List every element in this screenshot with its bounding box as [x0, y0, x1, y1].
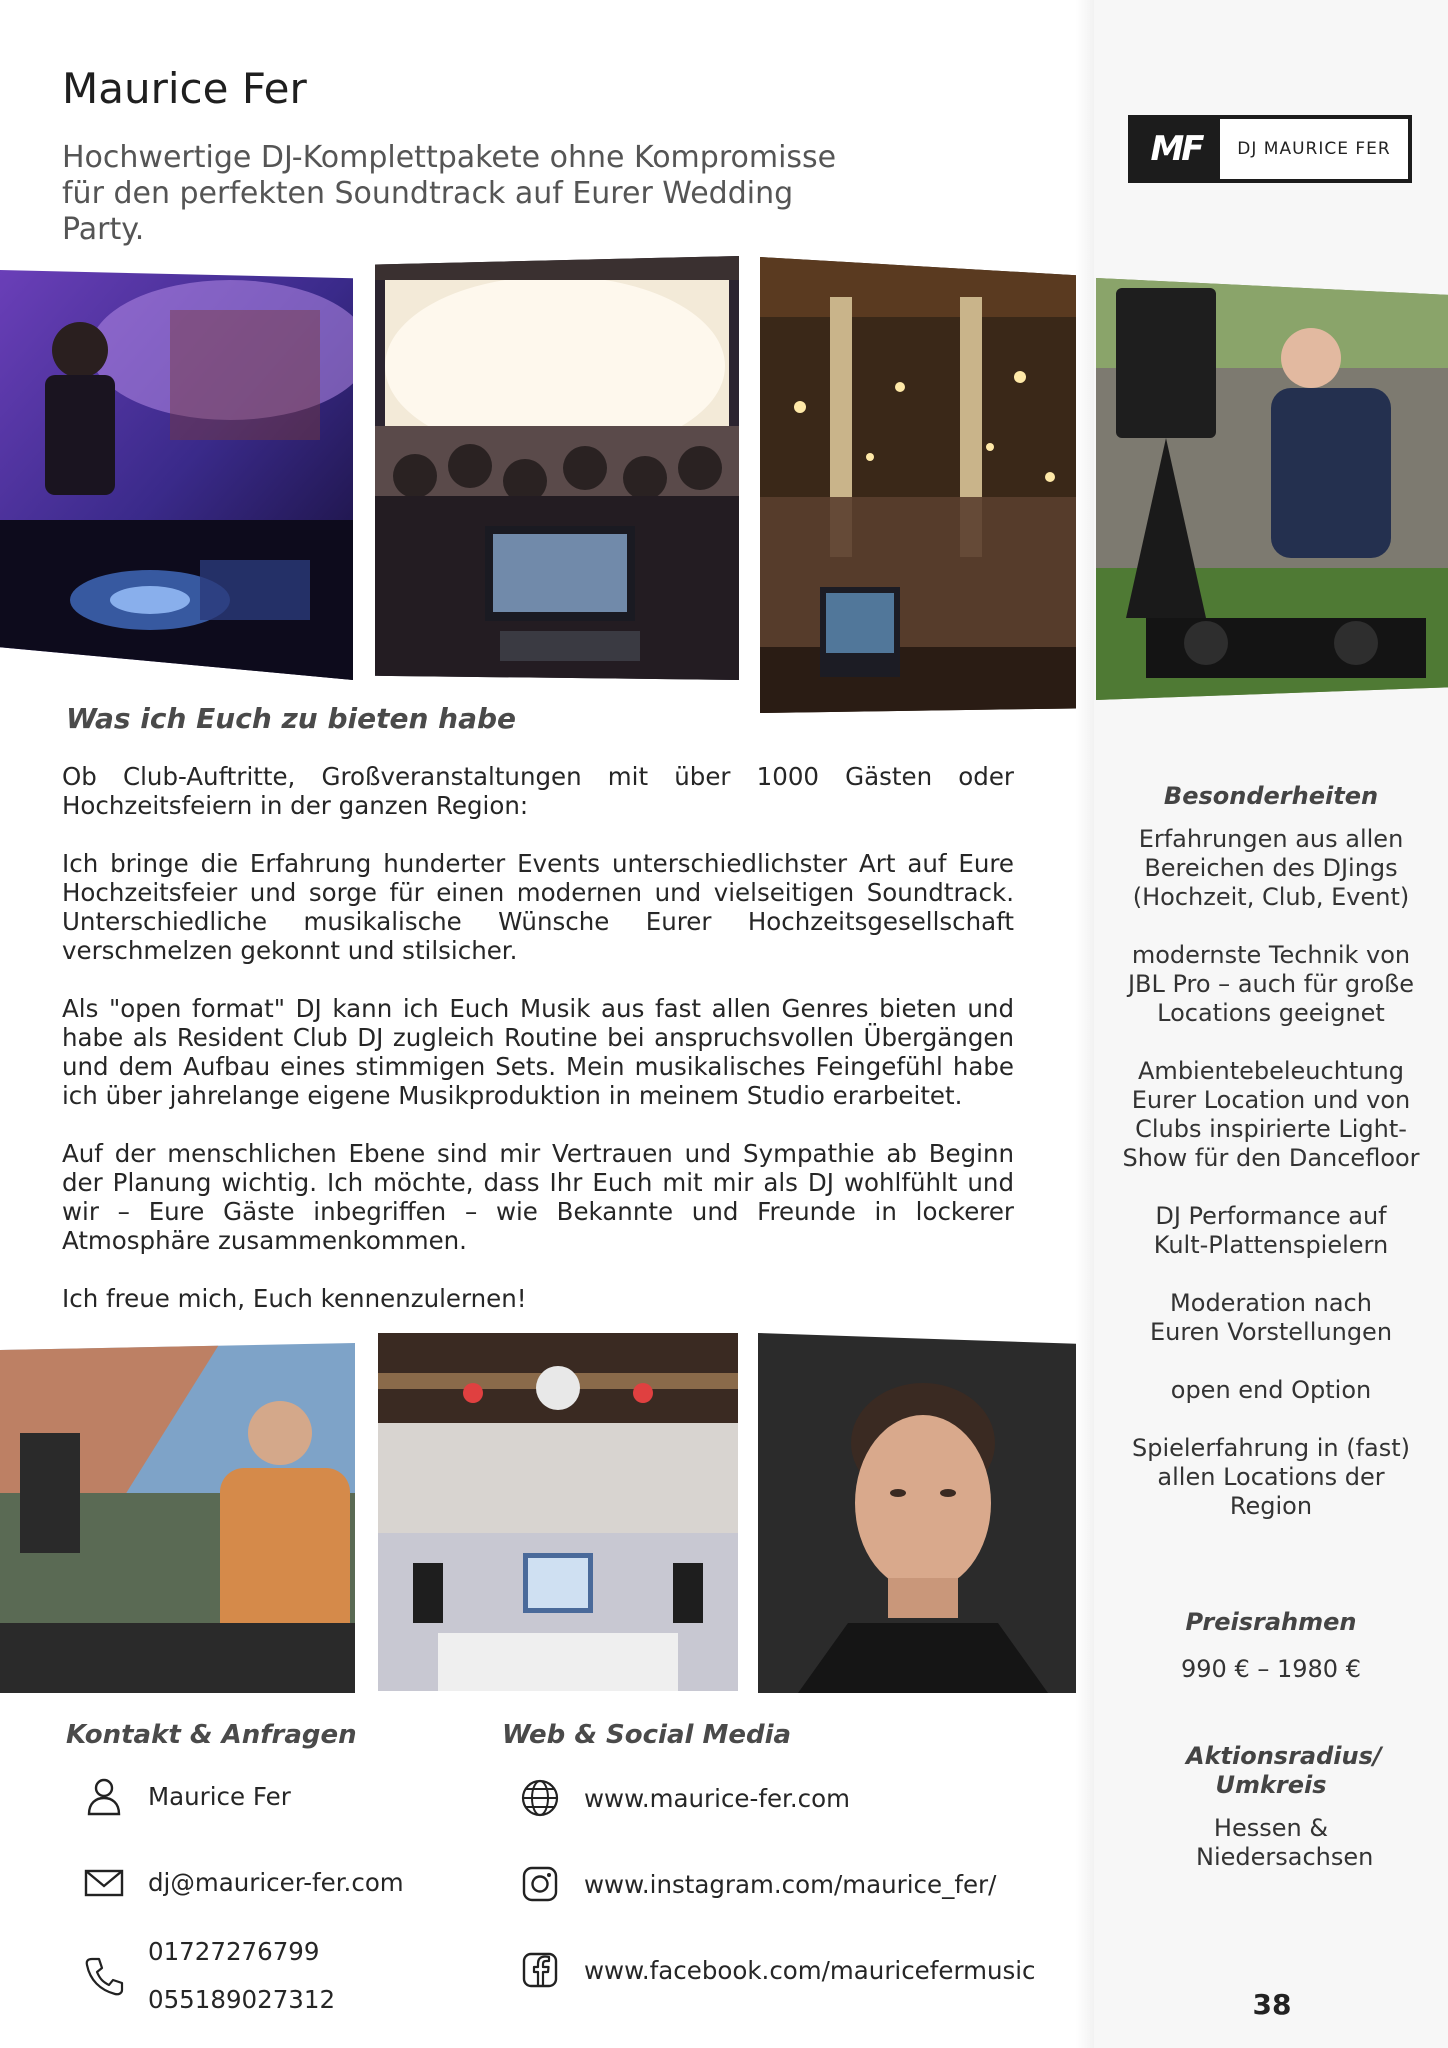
about-paragraph: Ich bringe die Erfahrung hunderter Events unterschiedlichster Art auf Eure Hochzeitsfeier und sorge für einen modernen und vielseitigen Soundtrack. Unterschiedliche musikalische Wünsche Eurer Hochzeitsgesellschaft verschmelzen gekonnt und stilsicher.: [62, 849, 1014, 965]
feature-item: modernste Technik von JBL Pro – auch für große Locations geeignet: [1127, 941, 1415, 1027]
photo-concert-stage: [375, 256, 739, 680]
contact-email-row[interactable]: [82, 1860, 404, 1904]
sidebar-edge: [1076, 0, 1094, 2048]
price-section: [1116, 1608, 1426, 1684]
feature-item: Spielerfahrung in (fast) allen Locations der Region: [1131, 1434, 1411, 1520]
radius-section: [1116, 1742, 1426, 1872]
feature-item: Ambientebeleuchtung Eurer Location und von Clubs inspirierte Light-Show für den Dancefloor: [1122, 1057, 1420, 1172]
instagram-icon: [518, 1862, 562, 1906]
logo-mark: MF: [1132, 119, 1220, 179]
photo-dj-turntables-outdoor: [1096, 278, 1448, 700]
feature-item: Erfahrungen aus allen Bereichen des DJings (Hochzeit, Club, Event): [1132, 825, 1410, 911]
phone-numbers: [148, 1928, 335, 2024]
features-section: [1116, 782, 1426, 1550]
price-value: 990 € – 1980 €: [1181, 1655, 1361, 1683]
about-heading: Was ich Euch zu bieten habe: [66, 702, 517, 735]
contact-phone-2[interactable]: 055189027312: [148, 1985, 336, 2014]
contact-email[interactable]: dj@mauricer-fer.com: [148, 1867, 404, 1897]
about-text: [62, 762, 1014, 1342]
contact-name-row: [82, 1774, 291, 1818]
about-paragraph: Als "open format" DJ kann ich Euch Musik aus fast allen Genres bieten und habe als Resident Club DJ zugleich Routine bei anspruchsvollen Übergängen und dem Aufbau eines stimmigen Sets. Mein musikalisches Feingefühl habe ich über jahrelange eigene Musikproduktion in meinem Studio erarbeitet.: [62, 994, 1014, 1110]
about-paragraph: Auf der menschlichen Ebene sind mir Vertrauen und Sympathie ab Beginn der Planung wichtig. Ich möchte, dass Ihr Euch mit mir als DJ wohlfühlt und wir – Eure Gäste inbegriffen – wie Bekannte und Freunde in lockerer Atmosphäre zusammenkommen.: [62, 1139, 1014, 1255]
logo-text: DJ MAURICE FER: [1237, 139, 1391, 159]
radius-heading: Aktionsradius/ Umkreis: [1186, 1742, 1382, 1799]
features-heading: Besonderheiten: [1163, 782, 1379, 810]
feature-item: Moderation nach Euren Vorstellungen: [1149, 1289, 1393, 1346]
instagram-link[interactable]: www.instagram.com/maurice_fer/: [584, 1869, 997, 1899]
photo-portrait: [758, 1333, 1076, 1693]
features-list: [1116, 825, 1426, 1521]
globe-icon: [518, 1776, 562, 1820]
price-heading: Preisrahmen: [1185, 1608, 1357, 1636]
page-number: 38: [1252, 1988, 1292, 2021]
website-row[interactable]: [518, 1776, 850, 1820]
contact-phone-row[interactable]: [82, 1928, 335, 2024]
radius-value: Hessen & Niedersachsen: [1196, 1814, 1374, 1871]
facebook-row[interactable]: [518, 1948, 1036, 1992]
contact-heading: Kontakt & Anfragen: [66, 1720, 357, 1750]
photo-dj-club-purple: [0, 270, 353, 680]
phone-icon: [82, 1954, 126, 1998]
website-link[interactable]: www.maurice-fer.com: [584, 1783, 850, 1813]
contact-phone-1[interactable]: 01727276799: [148, 1937, 320, 1966]
photo-dj-headphones-outdoor: [0, 1343, 355, 1693]
instagram-row[interactable]: [518, 1862, 996, 1906]
feature-item: open end Option: [1170, 1376, 1372, 1404]
photo-wedding-venue-setup: [378, 1333, 738, 1691]
about-paragraph: Ich freue mich, Euch kennenzulernen!: [62, 1284, 527, 1313]
contact-name: Maurice Fer: [148, 1781, 291, 1811]
facebook-icon: [518, 1948, 562, 1992]
facebook-link[interactable]: www.facebook.com/mauricefermusic: [584, 1955, 1036, 1985]
mail-icon: [82, 1860, 126, 1904]
person-icon: [82, 1774, 126, 1818]
dj-logo: [1128, 115, 1412, 183]
web-heading: Web & Social Media: [502, 1720, 792, 1750]
photo-wedding-hall-sparklers: [760, 257, 1076, 713]
feature-item: DJ Performance auf Kult-Plattenspielern: [1153, 1202, 1389, 1259]
page-title: Maurice Fer: [62, 64, 307, 113]
page-subtitle: Hochwertige DJ-Komplettpakete ohne Kompromisse für den perfekten Soundtrack auf Eurer Wedding Party.: [62, 140, 837, 247]
about-paragraph: Ob Club-Auftritte, Großveranstaltungen mit über 1000 Gästen oder Hochzeitsfeiern in der ganzen Region:: [62, 762, 1014, 820]
